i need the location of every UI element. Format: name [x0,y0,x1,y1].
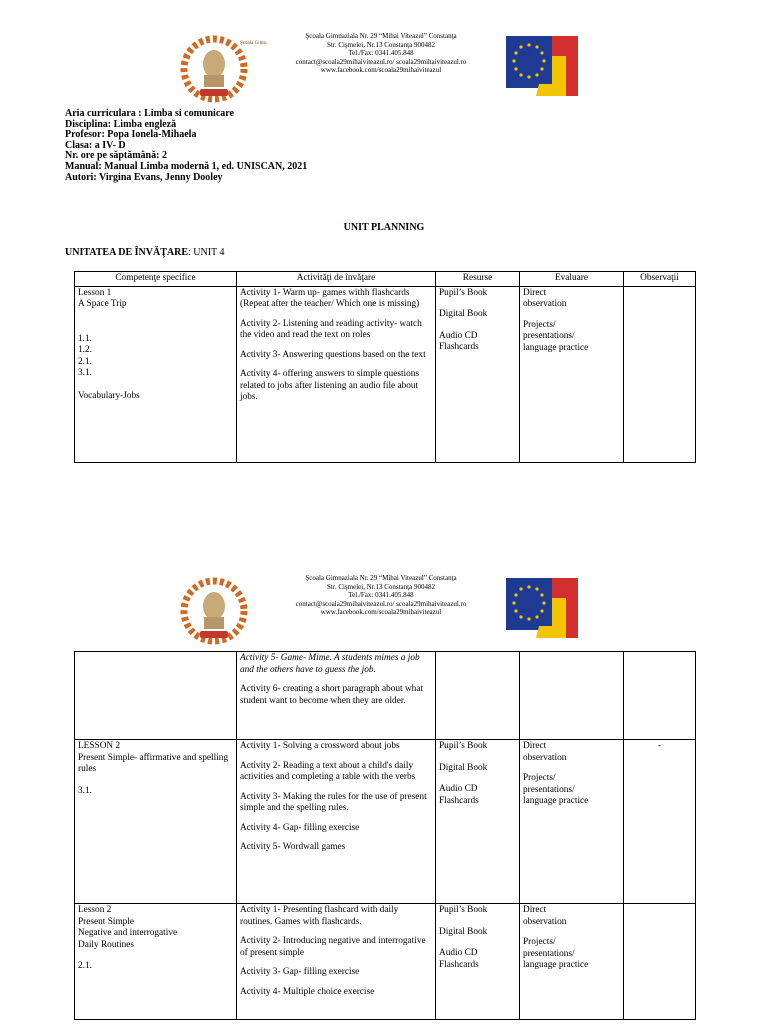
unit-planning-table-continued [74,651,696,1020]
discipline: Disciplina: Limba engleză [65,118,177,130]
school-logo [180,30,276,106]
lesson-title: Present Simple- affirmative and spelling rules [78,752,229,774]
activity-item: Activity 5- Wordwall games [240,842,346,852]
table-row [75,286,696,462]
evaluation-item: language practice [523,960,589,970]
resource-item: Pupil’s Book [439,287,488,298]
evaluation-item: Direct [523,905,547,915]
competence-item: 2.1. [78,356,92,367]
lesson-title: A Space Trip [78,299,127,309]
observations-cell: - [624,740,696,904]
table-row [75,904,696,1020]
unit-heading: UNITATEA DE ÎNVĂŢARE: UNIT 4 [65,247,225,258]
evaluation-item: Projects/ [523,773,556,783]
resources-cell [436,286,520,462]
activity-item: Activity 1- Solving a crossword about jobs [240,741,400,751]
vocabulary-topic: Vocabulary-Jobs [78,390,140,401]
activity-item: Activity 3- Making the rules for the use of present simple and the spelling rules. [240,791,427,813]
activity-item: Activity 2- Listening and reading activity- watch the video and read the text on roles [240,318,422,340]
activity-item: Activity 6- creating a short paragraph about what student want to become when they are older. [240,684,424,706]
evaluation-item: Projects/ [523,319,556,330]
resource-item: Audio CD [439,330,478,341]
resource-item: Digital Book [439,309,488,319]
evaluation-cell [520,652,624,740]
evaluation-item: Projects/ [523,937,556,947]
activity-item: Activity 1- Warm up- games withh flashcards (Repeat after the teacher/ Which one is missing) [240,287,420,309]
resource-item: Flashcards [439,959,479,970]
resource-item: Digital Book [439,762,488,773]
lesson-label: Lesson 2 [78,905,112,915]
unit-value: UNIT 4 [193,247,225,258]
resources-cell [436,904,520,1020]
school-facebook: www.facebook.com/scoala29mihaiviteazul [320,608,442,617]
school-phone: Tel./Fax: 0341.405.848 [348,591,414,600]
school-address [276,32,486,75]
evaluation-item: Direct [523,287,547,298]
activity-item: Activity 1- Presenting flashcard with daily routines. Games with flashcards. [240,905,399,927]
lesson-subtitle: Daily Routines [78,939,135,950]
competence-item: 1.1. [78,333,92,344]
activity-item: Activity 4- Multiple choice exercise [240,986,375,997]
competences-cell [75,740,237,904]
header-evaluation: Evaluare [520,272,624,287]
resource-item: Pupil’s Book [439,741,488,751]
competence-item: 3.1. [78,785,92,796]
header-resources: Resurse [436,272,520,287]
curricular-area: Aria curriculara : Limba si comunicare [65,108,234,119]
resources-cell [436,652,520,740]
evaluation-item: language practice [523,796,589,806]
header-competences: Competenţe specifice [75,272,237,287]
letterhead [180,30,590,106]
activities-cell [237,652,436,740]
resource-item: Digital Book [439,926,488,937]
activity-item: Activity 2- Introducing negative and interrogative of present simple [240,936,426,958]
activity-item: Activity 3- Gap- filling exercise [240,967,360,977]
unit-planning-table [74,271,696,463]
eu-flag-icon [506,578,578,638]
resource-item: Flashcards [439,342,479,352]
evaluation-item: observation [523,299,567,309]
competences-cell [75,286,237,462]
school-phone: Tel./Fax: 0341.405.848 [348,49,414,58]
school-street: Str. Cişmelei, Nr.13 Constanţa 900482 [327,582,435,591]
header-activities: Activităţi de învăţare [237,272,436,287]
school-address [276,574,486,617]
authors: Autori: Virgina Evans, Jenny Dooley [65,171,223,183]
activities-cell [237,740,436,904]
school-facebook: www.facebook.com/scoala29mihaiviteazul [320,66,442,75]
table-row [75,652,696,740]
table-row [75,740,696,904]
evaluation-item: presentations/ [523,331,575,341]
activities-cell [237,904,436,1020]
lesson-subtitle: Negative and interrogative [78,928,178,938]
page-title: UNIT PLANNING [343,222,425,233]
eu-flag-icon [506,36,578,96]
evaluation-cell [520,904,624,1020]
class: Clasa: a IV- D [65,139,126,151]
hours-per-week: Nr. ore pe săptămână: 2 [65,150,167,162]
school-street: Str. Cişmelei, Nr.13 Constanţa 900482 [327,40,435,49]
letterhead [180,572,590,648]
activity-item: Activity 4- Gap- filling exercise [240,822,360,833]
header-observations: Observaţii [624,272,696,287]
evaluation-item: observation [523,752,567,763]
evaluation-item: observation [523,916,567,927]
activity-item: Activity 2- Reading a text about a child's daily activities and completing a table with the verbs [240,760,416,782]
resource-item: Audio CD [439,948,478,958]
competences-cell [75,652,237,740]
evaluation-item: presentations/ [523,948,575,959]
school-email: contact@scoala29mihaiviteazul.ro/ scoala29mihaiviteazul.ro [295,599,467,608]
resource-item: Flashcards [439,795,479,806]
observations-cell [624,286,696,462]
teacher: Profesor: Popa Ionela-Mihaela [65,129,197,141]
evaluation-item: language practice [523,342,589,353]
activity-item: Activity 5- Game- Mime. A students mimes a job and the others have to guess the job. [240,653,420,675]
lesson-title: Present Simple [78,916,135,927]
observations-cell [624,904,696,1020]
course-info [65,109,307,183]
resource-item: Audio CD [439,784,478,794]
competence-item: 2.1. [78,961,92,971]
competences-cell [75,904,237,1020]
evaluation-item: Direct [523,741,547,751]
resources-cell [436,740,520,904]
evaluation-cell [520,740,624,904]
logo-text: Şcoala Gimn. [240,41,268,46]
school-email: contact@scoala29mihaiviteazul.ro/ scoala29mihaiviteazul.ro [295,57,467,66]
page-2 [0,520,768,1024]
competence-item: 3.1. [78,368,92,378]
evaluation-cell [520,286,624,462]
school-logo [180,572,276,648]
unit-label: UNITATEA DE ÎNVĂŢARE [65,247,188,258]
school-name: Şcoala Gimnaziala Nr. 29 “Mihai Viteazul” Constanţa [305,574,457,582]
evaluation-item: presentations/ [523,784,575,795]
table-header-row [75,272,696,287]
lesson-label: Lesson 1 [78,287,112,298]
activity-item: Activity 4- offering answers to simple questions related to jobs after listening an audio file about jobs. [240,369,420,402]
activity-item: Activity 3- Answering questions based on the text [240,349,426,360]
competence-item: 1.2. [78,345,92,355]
textbook: Manual: Manual Limba modernă 1, ed. UNISCAN, 2021 [65,160,308,172]
school-name: Şcoala Gimnaziala Nr. 29 “Mihai Viteazul” Constanţa [305,32,457,40]
observations-cell [624,652,696,740]
activities-cell [237,286,436,462]
resource-item: Pupil’s Book [439,905,488,915]
lesson-label: LESSON 2 [78,741,121,751]
